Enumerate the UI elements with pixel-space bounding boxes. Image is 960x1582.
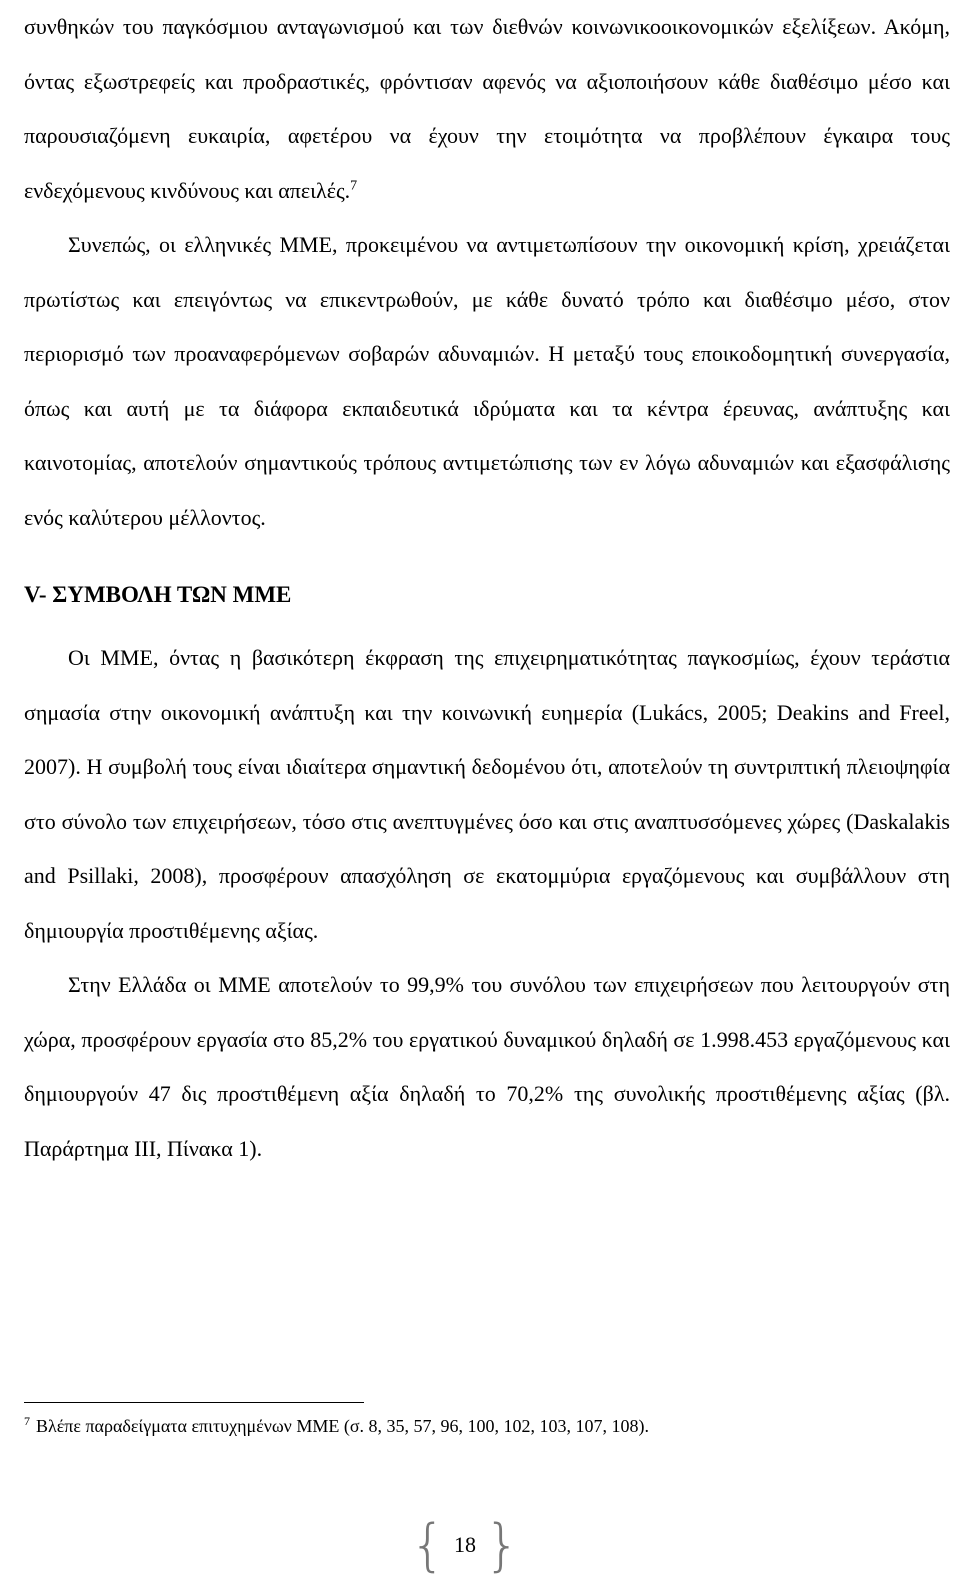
paragraph-3: Οι ΜΜΕ, όντας η βασικότερη έκφραση της επιχειρηματικότητας παγκοσμίως, έχουν τεράστια σημασία στην οικονομική ανάπτυξη και την κοινωνική ευημερία (Lukács, 2005; Deakins and Freel, 2007). Η συμβολή τους είναι ιδιαίτερα σημαντική δεδομένου ότι, αποτελούν τη συντριπτική πλειοψηφία στο σύνολο των επιχειρήσεων, τόσο στις ανεπτυγμένες όσο και στις αναπτυσσόμενες χώρες (Daskalakis and Psillaki, 2008), προσφέρουν απασχόληση σε εκατομμύρια εργαζόμενους και συμβάλλουν στη δημιουργία προστιθέμενης αξίας. <box>24 645 950 943</box>
page-number-box <box>410 1513 520 1578</box>
right-brace-icon: } <box>484 1513 520 1578</box>
paragraph-4: Στην Ελλάδα οι ΜΜΕ αποτελούν το 99,9% του συνόλου των επιχειρήσεων που λειτουργούν στη χώρα, προσφέρουν εργασία στο 85,2% του εργατικού δυναμικού δηλαδή σε 1.998.453 εργαζόμενους και δημιουργούν 47 δις προστιθέμενη αξία δηλαδή το 70,2% της συνολικής προστιθέμενης αξίας (βλ. Παράρτημα ΙΙΙ, Πίνακα 1). <box>24 972 950 1161</box>
page-number: 18 <box>454 1532 476 1557</box>
section-heading: V- ΣΥΜΒΟΛΗ ΤΩΝ ΜΜΕ <box>24 582 292 607</box>
footnote-reference[interactable]: 7 <box>350 178 358 194</box>
page-body <box>24 0 950 1176</box>
footnote-text: Βλέπε παραδείγματα επιτυχημένων ΜΜΕ (σ. 8, 35, 57, 96, 100, 102, 103, 107, 108). <box>36 1416 650 1436</box>
footnote-number: 7 <box>24 1414 30 1428</box>
footnote-separator <box>24 1402 364 1403</box>
left-brace-icon: { <box>410 1513 446 1578</box>
paragraph-1 <box>24 0 950 218</box>
paragraph-2: Συνεπώς, οι ελληνικές ΜΜΕ, προκειμένου να αντιμετωπίσουν την οικονομική κρίση, χρειάζεται πρωτίστως και επειγόντως να επικεντρωθούν, με κάθε δυνατό τρόπο και διαθέσιμο μέσο, στον περιορισμό των προαναφερόμενων σοβαρών αδυναμιών. Η μεταξύ τους εποικοδομητική συνεργασία, όπως και αυτή με τα διάφορα εκπαιδευτικά ιδρύματα και τα κέντρα έρευνας, ανάπτυξης και καινοτομίας, αποτελούν σημαντικούς τρόπους αντιμετώπισης των εν λόγω αδυναμιών και εξασφάλισης ενός καλύτερου μέλλοντος. <box>24 232 950 530</box>
footnote <box>24 1412 950 1440</box>
paragraph-1-text: συνθηκών του παγκόσμιου ανταγωνισμού και των διεθνών κοινωνικοοικονομικών εξελίξεων. Ακόμη, όντας εξωστρεφείς και προδραστικές, φρόντισαν αφενός να αξιοποιήσουν κάθε διαθέσιμο μέσο και παρουσιαζόμενη ευκαιρία, αφετέρου να έχουν την ετοιμότητα να προβλέπουν έγκαιρα τους ενδεχόμενους κινδύνους και απειλές. <box>24 14 950 203</box>
